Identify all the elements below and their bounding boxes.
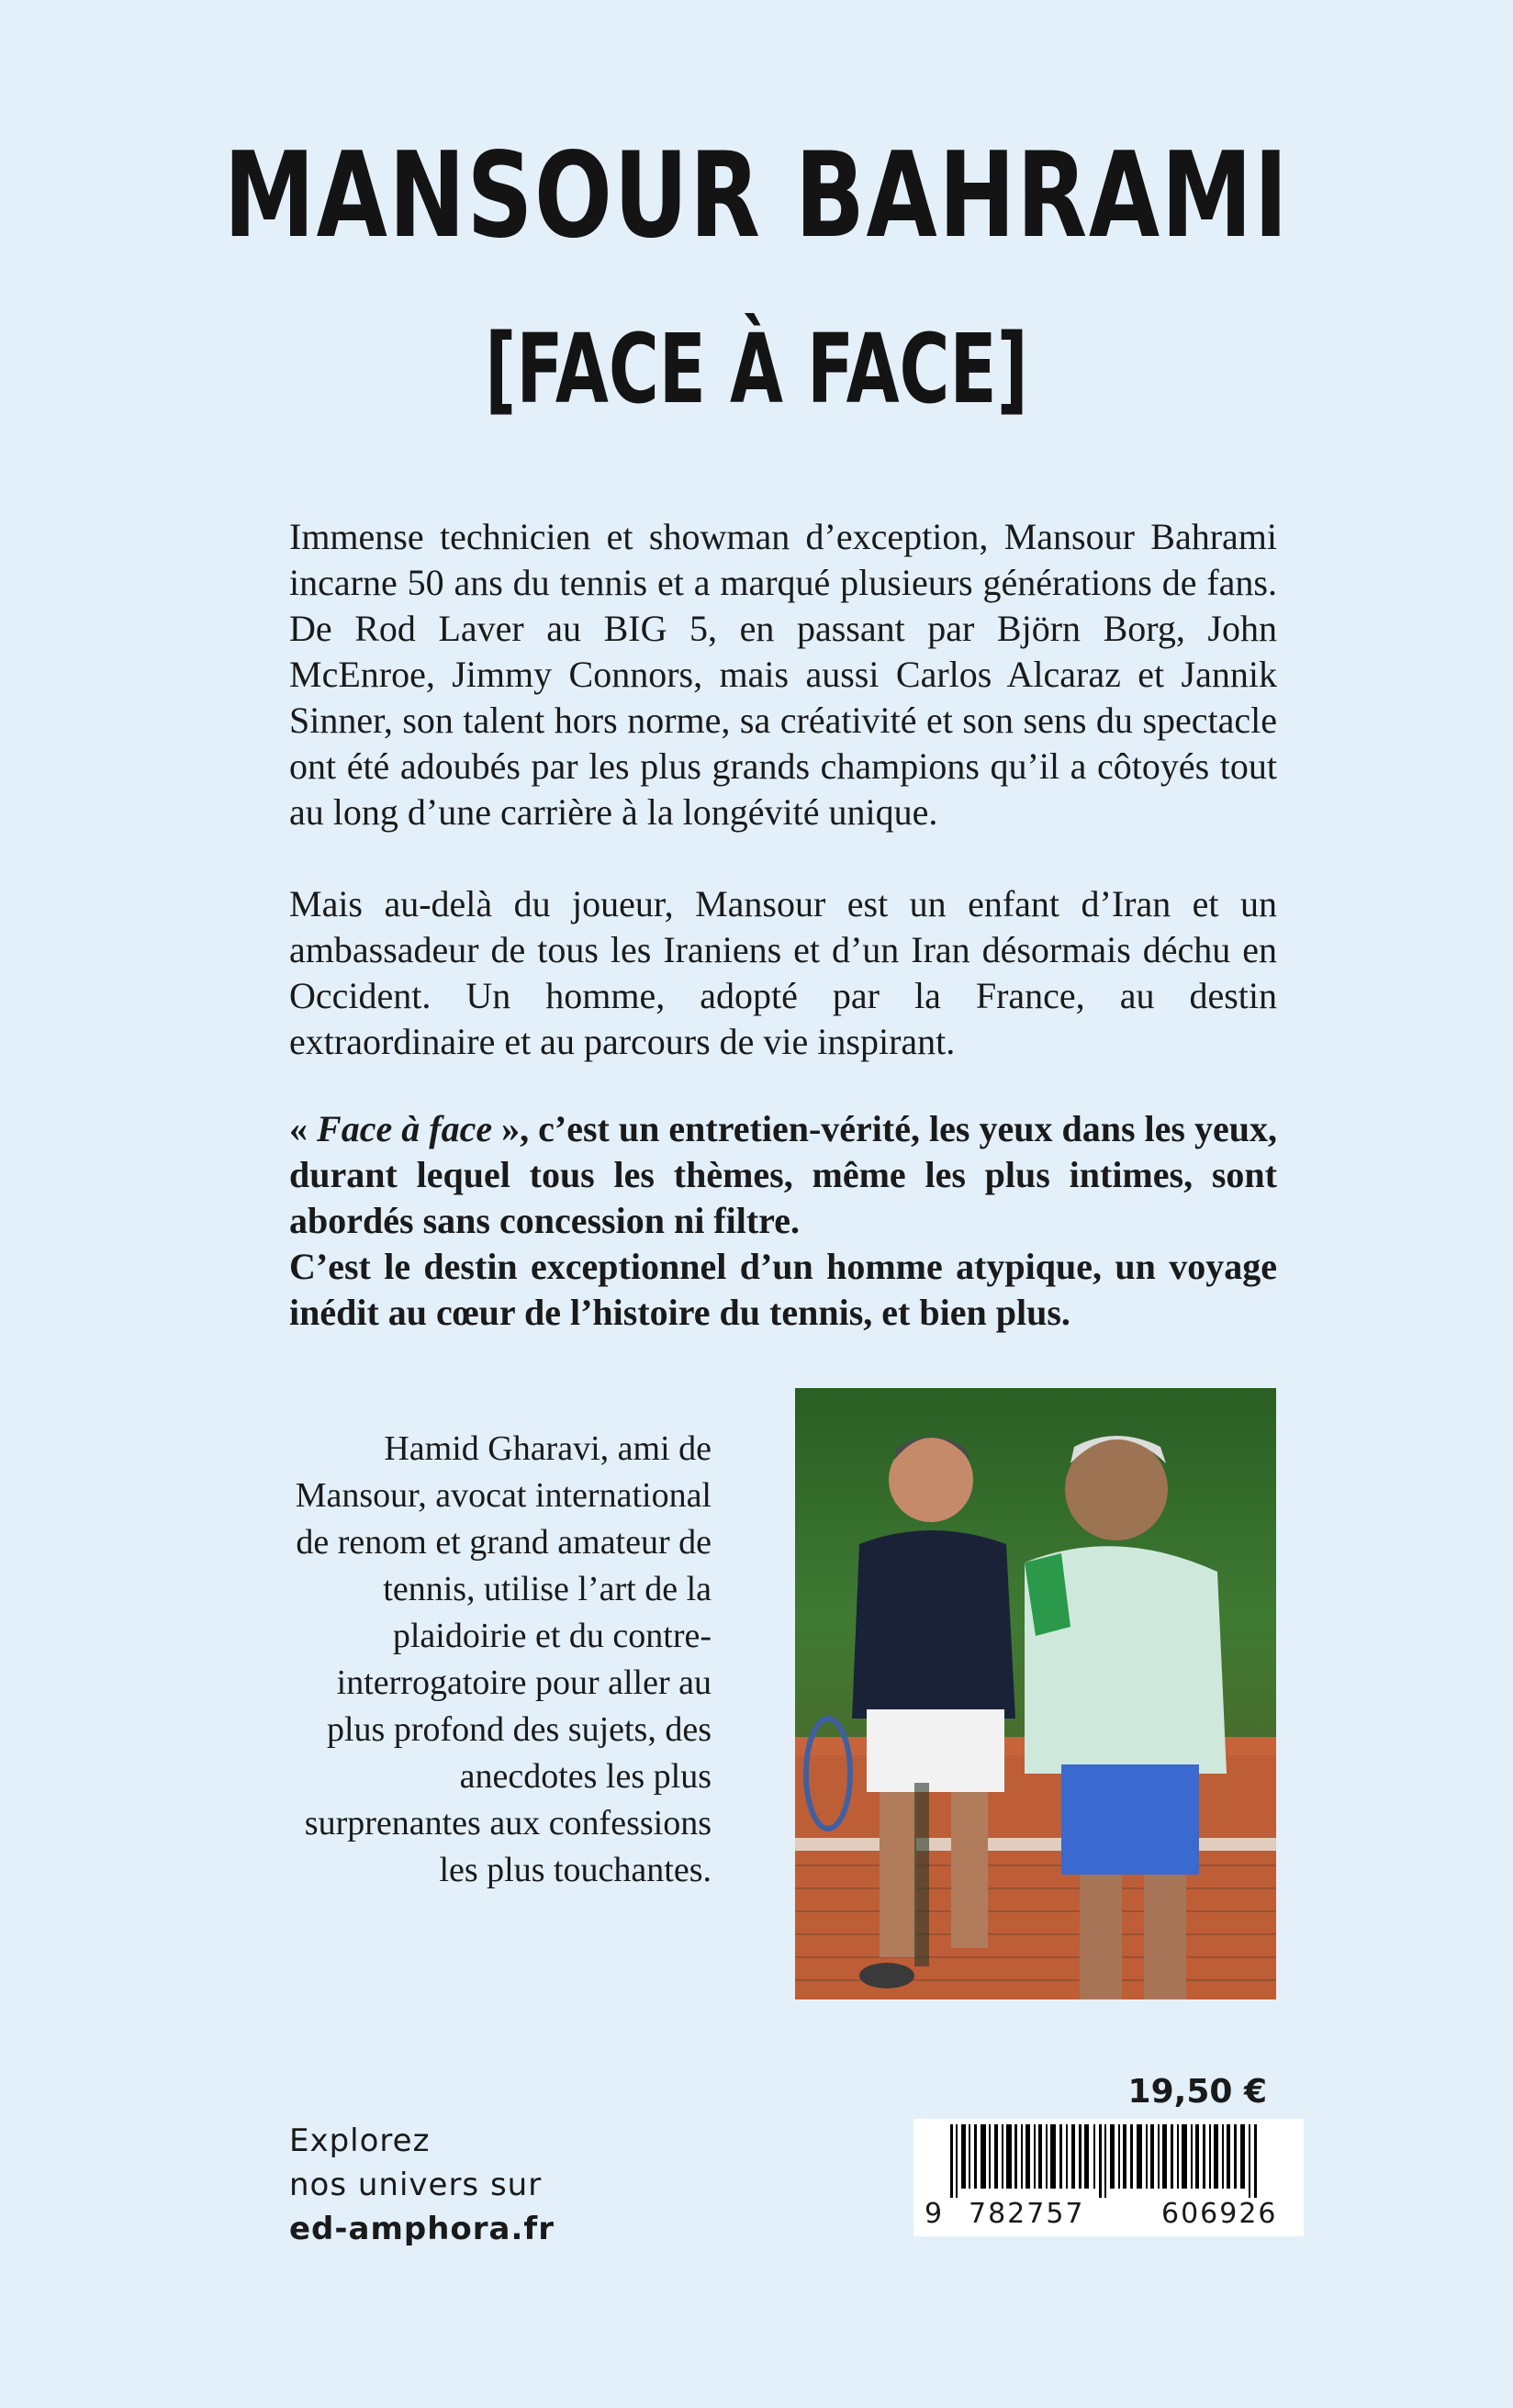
- highlight-sentence-2: C’est le destin exceptionnel d’un homme atypique, un voyage inédit au cœur de l’histoire du tennis, et bien plus.: [289, 1246, 1277, 1333]
- barcode-bars: [913, 2119, 1304, 2201]
- isbn-digits: [913, 2198, 1304, 2234]
- price-label: 19,50 €: [1127, 2073, 1267, 2111]
- quote-open: «: [289, 1108, 318, 1149]
- highlight-sentence-1: [289, 1106, 1277, 1244]
- isbn-first-digit: 9: [925, 2198, 943, 2230]
- highlight-sentence-1-rest: », c’est un entretien-vérité, les yeux dans les yeux, durant lequel tous les thèmes, même les plus intimes, sont abordés sans concession ni filtre.: [289, 1108, 1278, 1241]
- website-link[interactable]: ed-amphora.fr: [289, 2211, 555, 2247]
- description-paragraph-1: Immense technicien et showman d’exception, Mansour Bahrami incarne 50 ans du tennis et a marqué plusieurs générations de fans. De Rod Laver au BIG 5, en passant par Björn Borg, John McEnroe, Jimmy Connors, mais aussi Carlos Alcaraz et Jannik Sinner, son talent hors norme, sa créativité et son sens du spectacle ont été adoubés par les plus grands champions qu’il a côtoyés tout au long d’une carrière à la longévité unique.: [289, 516, 1277, 833]
- description-highlight: [289, 1106, 1277, 1336]
- barcode: [913, 2119, 1304, 2236]
- explore-line-2: nos univers sur: [289, 2167, 543, 2203]
- highlight-italic-title: Face à face: [317, 1108, 493, 1149]
- explore-line-1: Explorez: [289, 2122, 431, 2159]
- book-subtitle: [FACE À FACE]: [485, 313, 1028, 425]
- author-photo: [795, 1388, 1276, 1999]
- isbn-group-1: 782757: [969, 2198, 1085, 2230]
- description-paragraph-2: Mais au-delà du joueur, Mansour est un enfant d’Iran et un ambassadeur de tous les Iraniens et d’un Iran désormais déchu en Occident. Un homme, adopté par la France, au destin extraordinaire et au parcours de vie inspirant.: [289, 883, 1277, 1062]
- book-title: MANSOUR BAHRAMI: [223, 128, 1290, 264]
- isbn-group-2: 606926: [1161, 2198, 1278, 2230]
- tennis-players-image: [795, 1388, 1276, 1999]
- explore-block: [289, 2119, 555, 2251]
- author-bio: Hamid Gharavi, ami de Mansour, avocat international de renom et grand amateur de tennis, utilise l’art de la plaidoirie et du contre-interrogatoire pour aller au plus profond des sujets, des anecdotes les plus surprenantes aux confessions les plus touchantes.: [295, 1429, 712, 1889]
